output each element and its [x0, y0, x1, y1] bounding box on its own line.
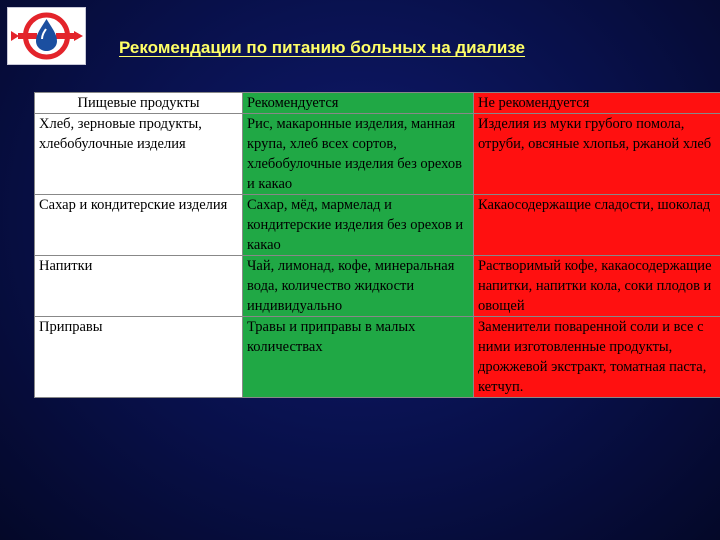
table-header-row	[35, 93, 720, 114]
header-recommended: Рекомендуется	[243, 93, 474, 114]
not-recommended-cell: Растворимый кофе, какаосодержащие напитки, напитки кола, соки плодов и овощей	[474, 256, 720, 317]
not-recommended-cell: Изделия из муки грубого помола, отруби, овсяные хлопья, ржаной хлеб	[474, 114, 720, 195]
not-recommended-cell: Какаосодержащие сладости, шоколад	[474, 195, 720, 256]
table-row	[35, 317, 720, 398]
product-cell: Напитки	[35, 256, 243, 317]
table-row	[35, 256, 720, 317]
nutrition-table	[34, 92, 720, 398]
table-row	[35, 114, 720, 195]
drop-in-circle-logo-icon	[7, 7, 86, 65]
header-not-recommended: Не рекомендуется	[474, 93, 720, 114]
slide-title: Рекомендации по питанию больных на диализе	[119, 38, 526, 57]
product-cell: Сахар и кондитерские изделия	[35, 195, 243, 256]
recommended-cell: Травы и приправы в малых количествах	[243, 317, 474, 398]
recommended-cell: Чай, лимонад, кофе, минеральная вода, количество жидкости индивидуально	[243, 256, 474, 317]
table-row	[35, 195, 720, 256]
not-recommended-cell: Заменители поваренной соли и все с ними изготовленные продукты, дрожжевой экстракт, томатная паста, кетчуп.	[474, 317, 720, 398]
product-cell: Хлеб, зерновые продукты, хлебобулочные изделия	[35, 114, 243, 195]
recommended-cell: Сахар, мёд, мармелад и кондитерские изделия без орехов и какао	[243, 195, 474, 256]
recommended-cell: Рис, макаронные изделия, манная крупа, хлеб всех сортов, хлебобулочные изделия без орехов и какао	[243, 114, 474, 195]
product-cell: Приправы	[35, 317, 243, 398]
header-products: Пищевые продукты	[35, 93, 243, 114]
